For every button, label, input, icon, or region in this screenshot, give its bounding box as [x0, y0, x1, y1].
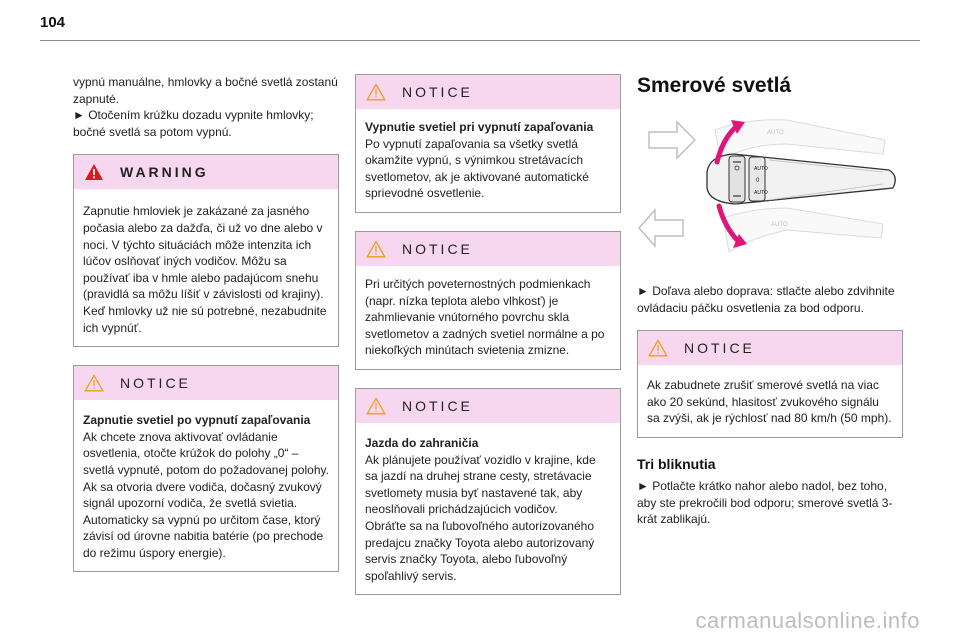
footer-watermark: carmanualsonline.info: [695, 608, 920, 633]
notice-heading: Zapnutie svetiel po vypnutí zapaľovania: [83, 413, 311, 428]
notice-heading: Vypnutie svetiel pri vypnutí zapaľovania: [365, 120, 594, 134]
column-1: [73, 74, 339, 590]
notice-text: Po vypnutí zapaľovania sa všetky svetlá okamžite vypnú, s výnimkou stretávacích svetlometov, ak je aktivované automatické sprievodné osvetlenie.: [365, 136, 589, 201]
notice-title: NOTICE: [402, 397, 473, 414]
section-title: Smerové svetlá: [637, 74, 792, 97]
warning-title: WARNING: [120, 164, 209, 181]
notice-triangle-icon: [366, 83, 386, 101]
notice-line-2: Ak sa otvoria dvere vodiča, dočasný zvukový signál upozorní vodiča, že svetlá svietia. Automaticky sa vypnú po určitom čase, ktorý závisí od úrovne nabitia batérie (po prechode do režimu úspory energie).: [83, 479, 324, 560]
svg-text:AUTO: AUTO: [771, 222, 788, 228]
notice-box-turn-signal: [637, 330, 903, 438]
left-arrow-icon: [639, 210, 683, 246]
notice-header: [356, 389, 620, 423]
notice-triangle-icon: [366, 240, 386, 258]
subsection-title: Tri bliknutia: [637, 455, 716, 472]
notice-box-fogging: [355, 231, 621, 370]
notice-box-lights-off: [355, 74, 621, 213]
notice-title: NOTICE: [402, 84, 473, 100]
warning-text: Zapnutie hmloviek je zakázané za jasného počasia alebo za dažďa, či už vo dne alebo v noci. V týchto situáciách môže intenzita ich lúčov oslňovať iných vodičov. Môžu sa používať iba v hmle alebo padajúcom snehu (pravidlá sa môžu líšiť v závislosti od krajiny). Keď hmlovky už nie sú potrebné, nezabudnite ich vypnúť.: [83, 204, 327, 335]
intro-paragraph: [73, 74, 339, 140]
instruction-text: ► Doľava alebo doprava: stlačte alebo zdvihnite ovládaciu páčku osvetlenia za bod odporu.: [637, 284, 895, 315]
stalk-main: [707, 154, 895, 204]
page-number: 104: [40, 14, 66, 31]
svg-text:AUTO: AUTO: [767, 130, 784, 136]
warning-box: [73, 154, 339, 347]
notice-line-1: Ak chcete znova aktivovať ovládanie osvetlenia, otočte krúžok do polohy „0“ – svetlá vypnuté, potom do požadovanej polohy.: [83, 429, 329, 477]
right-arrow-icon: [649, 122, 695, 158]
notice-title: NOTICE: [402, 240, 473, 257]
intro-line-1: vypnú manuálne, hmlovky a bočné svetlá zostanú zapnuté.: [73, 75, 338, 106]
notice-header: [356, 232, 620, 266]
notice-heading: Jazda do zahraničia: [365, 435, 479, 450]
notice-triangle-icon: [648, 339, 668, 357]
notice-title: NOTICE: [120, 375, 191, 392]
notice-text: Ak zabudnete zrušiť smerové svetlá na viac ako 20 sekúnd, hlasitosť zvukového signálu sa zvýši, ak je rýchlosť nad 80 km/h (50 mph).: [647, 378, 892, 426]
notice-title: NOTICE: [684, 340, 755, 357]
notice-triangle-icon: [366, 397, 386, 415]
warning-triangle-icon: [84, 163, 104, 181]
stalk-lower-ghost: [723, 208, 883, 252]
notice-text: Pri určitých poveternostných podmienkach (napr. nízka teplota alebo vlhkosť) je zahmlievanie vnútorného povrchu skla svetlometov a zadných svetiel normálne a po niekoľkých minútach svietenia zmizne.: [365, 276, 605, 358]
notice-line-2: Obráťte sa na ľubovoľného autorizovaného predajcu značky Toyota alebo autorizovaný servis značky Toyota, alebo ľubovoľný spoľahlivý servis.: [365, 518, 595, 583]
turn-signal-stalk-illustration: [637, 110, 903, 266]
notice-box-driving-abroad: [355, 388, 621, 595]
notice-header: [74, 366, 338, 400]
column-3: [637, 74, 903, 542]
notice-line-1: Ak plánujete používať vozidlo v krajine, kde sa jazdí na druhej strane cesty, stretávacie svetlomety musia byť nastavené tak, aby neoslňovali prichádzajúcich vodičov.: [365, 452, 596, 517]
notice-header: [638, 331, 902, 365]
knob-label-auto-2: AUTO: [754, 190, 768, 196]
header-rule: [40, 40, 920, 41]
notice-header: [356, 75, 620, 109]
subsection-text: ► Potlačte krátko nahor alebo nadol, bez toho, aby ste prekročili bod odporu; smerové svetlá 3-krát zablikajú.: [637, 478, 893, 527]
column-2: [355, 74, 621, 613]
knob-label-auto-1: AUTO: [754, 166, 768, 172]
intro-line-2: ► Otočením krúžku dozadu vypnite hmlovky; bočné svetlá sa potom vypnú.: [73, 108, 314, 139]
notice-triangle-icon: [84, 374, 104, 392]
warning-header: [74, 155, 338, 189]
notice-box-lights-after-ignition: [73, 365, 339, 572]
knob-label-zero: 0: [756, 178, 760, 184]
